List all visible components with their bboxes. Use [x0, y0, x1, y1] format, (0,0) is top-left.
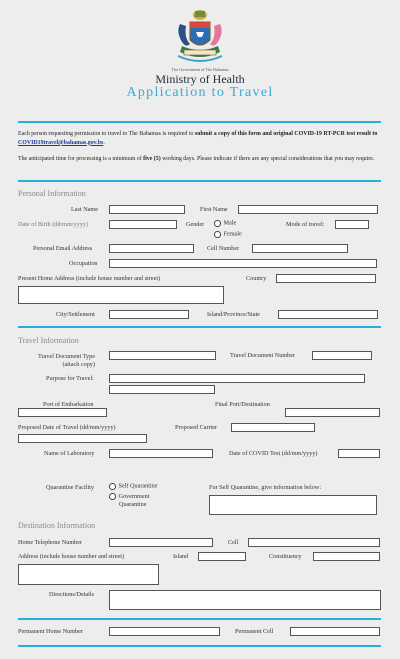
carrier-field[interactable]: [231, 423, 315, 432]
dob-label: Date of Birth (dd/mm/yyyy): [18, 221, 88, 228]
dest-address-label: Address (include house number and street): [18, 553, 125, 560]
email-field[interactable]: [109, 244, 194, 253]
permanent-home-label: Permanent Home Number: [18, 628, 83, 635]
covid-date-label: Date of COVID Test (dd/mm/yyyy): [229, 450, 318, 457]
first-name-label: First Name: [200, 206, 228, 213]
home-address-field[interactable]: [18, 286, 224, 304]
doc-number-field[interactable]: [312, 351, 372, 360]
carrier-label: Proposed Carrier: [175, 424, 218, 431]
final-port-field[interactable]: [285, 408, 380, 417]
island-field[interactable]: [278, 310, 378, 319]
quarantine-label: Quarantine Facility: [46, 484, 94, 491]
last-name-field[interactable]: [109, 205, 185, 214]
home-tel-field[interactable]: [109, 538, 213, 547]
male-option[interactable]: Male: [214, 220, 236, 227]
proposed-date-label: Proposed Date of Travel (dd/mm/yyyy): [18, 424, 116, 431]
cell-number-field[interactable]: [252, 244, 348, 253]
doc-number-label: Travel Document Number: [230, 352, 296, 359]
personal-divider: [18, 326, 381, 328]
self-quarantine-option[interactable]: Self Quarantine: [109, 483, 158, 490]
constituency-label: Constituency: [269, 553, 302, 560]
destination-info-heading: Destination Information: [18, 521, 96, 530]
header-divider: [18, 121, 381, 123]
purpose-label: Purpose for Travel:: [46, 375, 94, 382]
ministry-title: Ministry of Health: [155, 72, 245, 86]
male-radio[interactable]: [214, 220, 221, 227]
city-label: City/Settlement: [56, 311, 95, 318]
occupation-label: Occupation: [69, 260, 98, 267]
female-radio[interactable]: [214, 231, 221, 238]
lab-field[interactable]: [109, 449, 213, 458]
self-quarantine-radio[interactable]: [109, 483, 116, 490]
lab-label: Name of Laboratory: [44, 450, 95, 457]
dest-island-label: Island: [173, 553, 189, 560]
mode-of-travel-field[interactable]: [335, 220, 369, 229]
city-field[interactable]: [109, 310, 189, 319]
purpose-field-1[interactable]: [109, 374, 365, 383]
permanent-cell-field[interactable]: [290, 627, 380, 636]
directions-field[interactable]: [109, 590, 381, 610]
occupation-field[interactable]: [109, 259, 377, 268]
home-tel-label: Home Telephone Number: [18, 539, 83, 546]
permanent-home-field[interactable]: [109, 627, 220, 636]
footer-divider: [18, 645, 381, 647]
page-title: Application to Travel: [126, 85, 274, 100]
gov-quarantine-option[interactable]: Government Quarantine: [109, 493, 149, 509]
intro-paragraph: Each person requesting permission to travel to The Bahamas is required to submit a copy of this form and original COVID-19 RT-PCR test result to COVID19travel@bahamas.gov.bs.: [18, 131, 378, 146]
female-option[interactable]: Female: [214, 231, 242, 238]
doc-type-label: Travel Document Type (attach copy): [38, 353, 95, 368]
travel-info-heading: Travel Information: [18, 336, 79, 345]
government-line: The Government of The Bahamas: [171, 67, 229, 72]
country-field[interactable]: [276, 274, 376, 283]
cell-number-label: Cell Number: [207, 245, 240, 252]
directions-label: Directions/Details: [49, 591, 95, 598]
final-port-label: Final Port/Destination: [215, 401, 270, 408]
self-quarantine-info-field[interactable]: [209, 495, 377, 515]
processing-paragraph: The anticipated time for processing is a minimum of five (5) working days. Please indicate if there are any special considerations that you may require.: [18, 156, 375, 162]
last-name-label: Last Name: [71, 206, 98, 213]
dob-field[interactable]: [109, 220, 177, 229]
first-name-field[interactable]: [238, 205, 378, 214]
self-quarantine-info-label: For Self Quarantine, give information below:: [209, 484, 322, 491]
gender-label: Gender: [186, 221, 205, 228]
dest-island-field[interactable]: [198, 552, 246, 561]
covid-date-field[interactable]: [338, 449, 380, 458]
permanent-cell-label: Permanent Cell: [235, 628, 274, 635]
covid-email-link[interactable]: COVID19travel@bahamas.gov.bs: [18, 139, 104, 146]
dest-address-field[interactable]: [18, 564, 159, 585]
dest-cell-field[interactable]: [248, 538, 380, 547]
home-address-label: Present Home Address (include house number and street): [18, 275, 161, 282]
embarkation-field[interactable]: [18, 408, 107, 417]
island-label: Island/Province/State: [207, 311, 260, 318]
email-label: Personal Email Address: [33, 245, 93, 252]
proposed-date-field[interactable]: [18, 434, 147, 443]
purpose-field-2[interactable]: [109, 385, 215, 394]
doc-type-field[interactable]: [109, 351, 216, 360]
intro-divider: [18, 180, 381, 182]
gov-quarantine-radio[interactable]: [109, 493, 116, 500]
coat-of-arms-icon: [172, 6, 228, 64]
dest-cell-label: Cell: [228, 539, 239, 546]
constituency-field[interactable]: [313, 552, 380, 561]
embarkation-label: Port of Embarkation: [43, 401, 94, 408]
destination-divider: [18, 618, 381, 620]
country-label: Country: [246, 275, 267, 282]
personal-info-heading: Personal Information: [18, 189, 86, 198]
mode-of-travel-label: Mode of travel:: [286, 221, 325, 228]
